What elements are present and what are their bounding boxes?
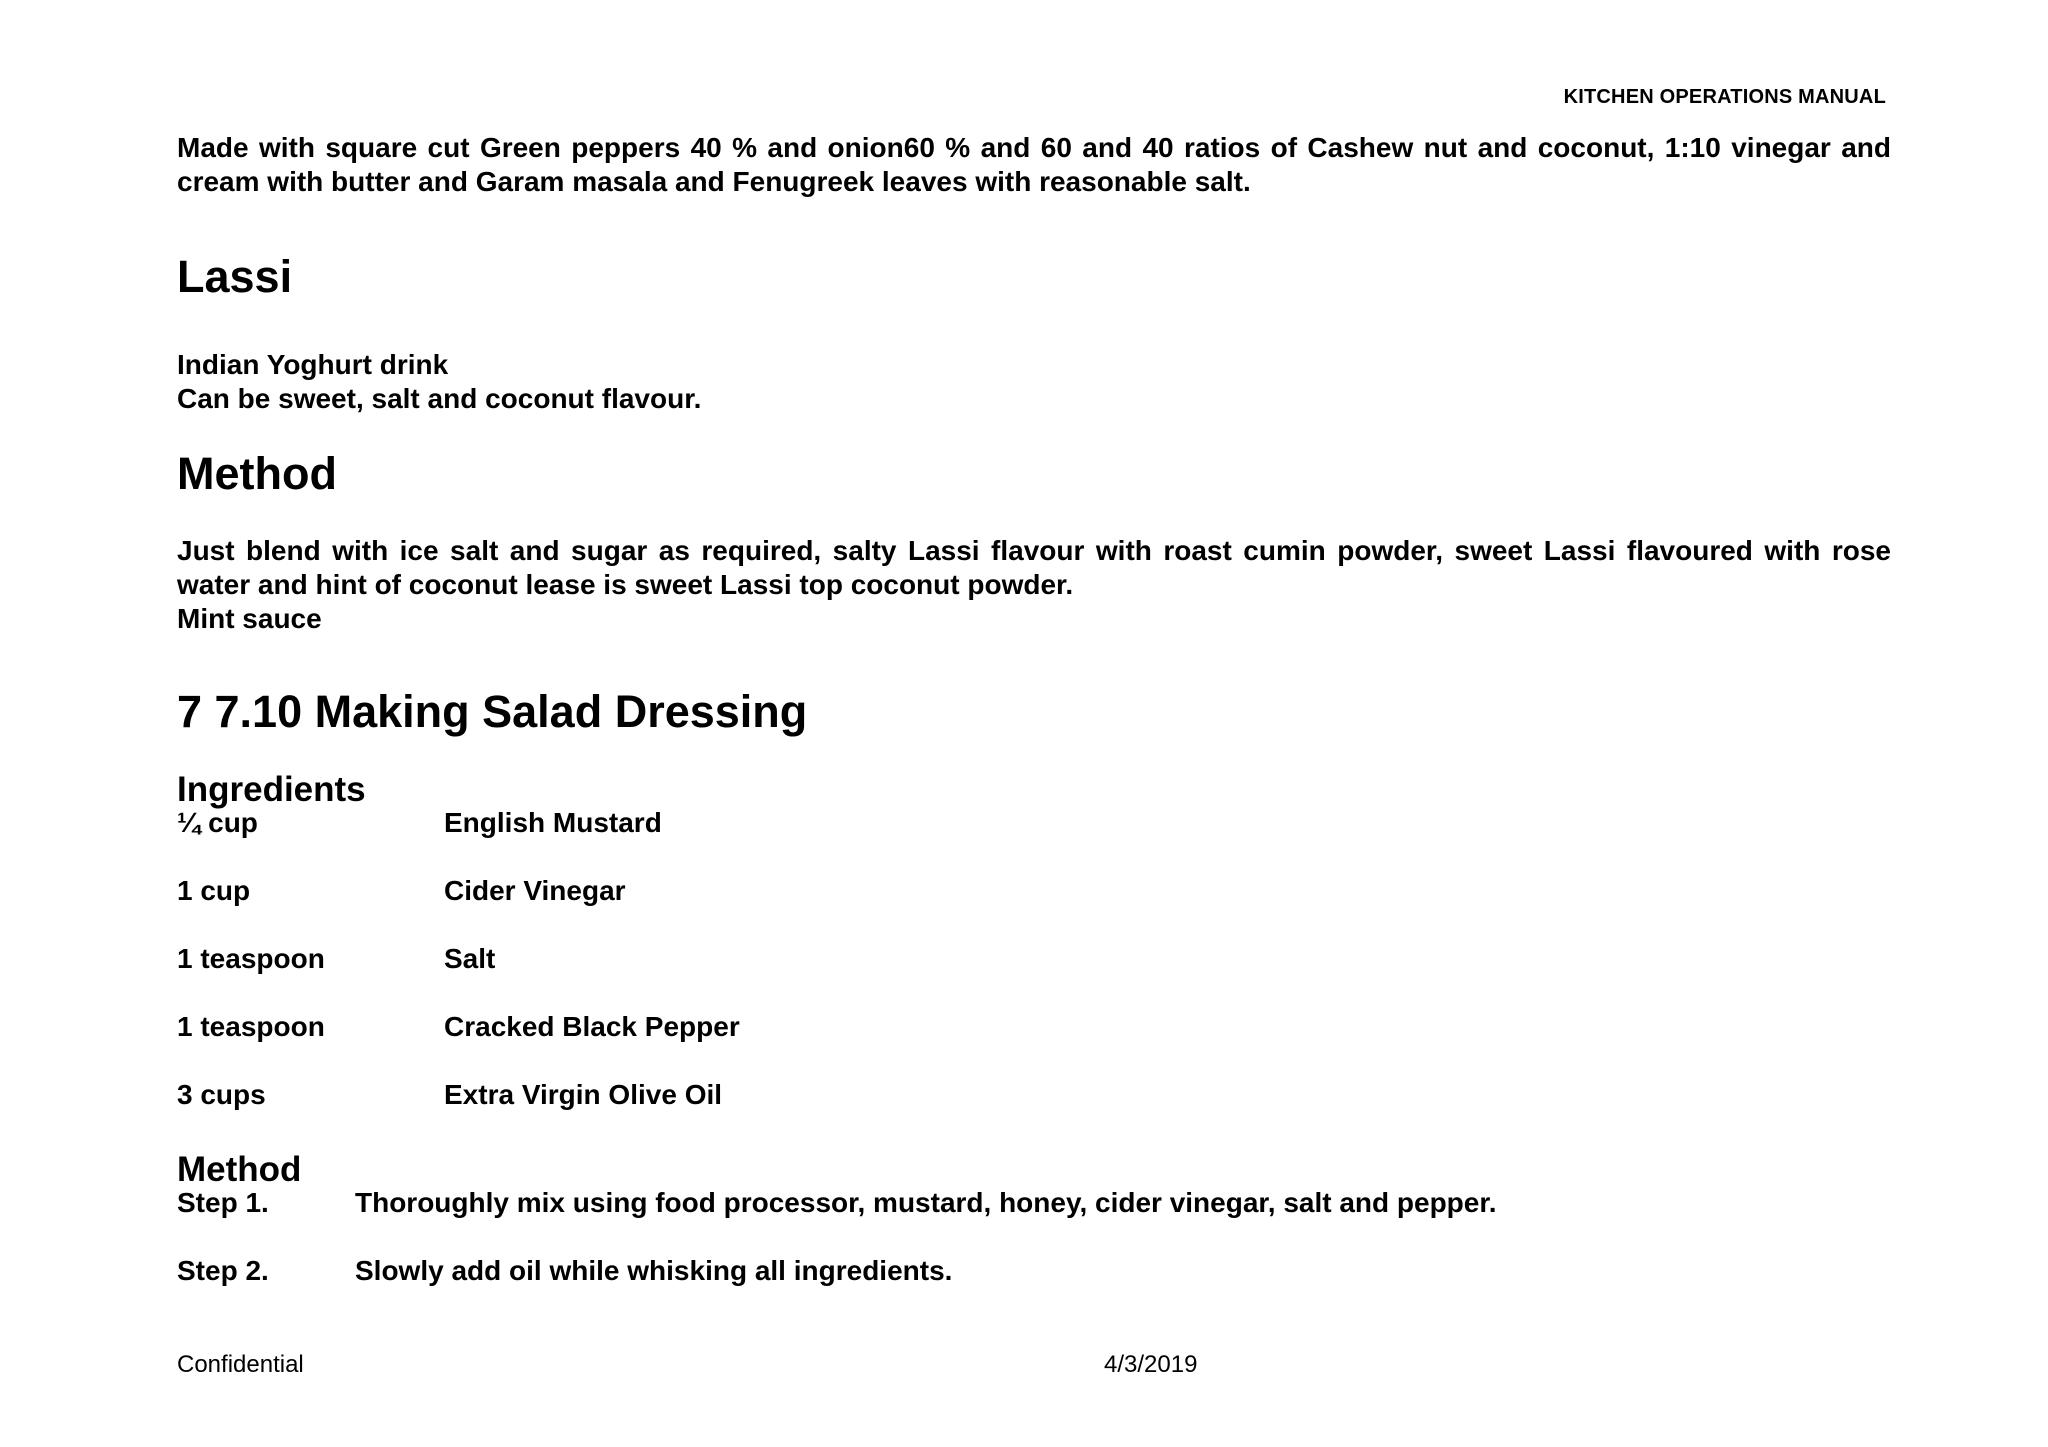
mint-sauce-line: Mint sauce — [177, 603, 322, 634]
ingredient-name: English Mustard — [444, 807, 662, 838]
ingredient-quantity: ¼ cup — [177, 807, 258, 838]
running-header: KITCHEN OPERATIONS MANUAL — [1563, 86, 1886, 108]
lassi-description-line: Indian Yoghurt drink — [177, 349, 449, 380]
lassi-description-line: Can be sweet, salt and coconut flavour. — [177, 383, 702, 414]
ingredient-name: Salt — [444, 943, 496, 974]
footer-confidential: Confidential — [177, 1351, 304, 1378]
ingredient-quantity: 1 teaspoon — [177, 943, 325, 974]
lassi-heading: Lassi — [177, 251, 293, 302]
ingredients-heading: Ingredients — [177, 770, 366, 809]
method-step — [177, 1254, 1877, 1290]
ingredient-quantity: 1 teaspoon — [177, 1011, 325, 1042]
lassi-method-heading: Method — [177, 448, 337, 499]
ingredient-name: Cracked Black Pepper — [444, 1011, 740, 1042]
ingredient-row — [177, 874, 1077, 910]
ingredient-name: Extra Virgin Olive Oil — [444, 1079, 723, 1110]
ingredient-row — [177, 942, 1077, 978]
ingredient-row — [177, 1010, 1077, 1046]
step-label: Step 1. — [177, 1187, 269, 1218]
footer-date: 4/3/2019 — [1104, 1351, 1198, 1378]
method-step — [177, 1186, 1877, 1222]
step-text: Slowly add oil while whisking all ingredients. — [355, 1255, 953, 1286]
ingredient-quantity: 1 cup — [177, 875, 251, 906]
ingredient-quantity: 3 cups — [177, 1079, 266, 1110]
ingredient-name: Cider Vinegar — [444, 875, 626, 906]
lassi-method-paragraph: Just blend with ice salt and sugar as required, salty Lassi flavour with roast cumin powder, sweet Lassi flavoured with rose water and hint of coconut lease is sweet Lassi top coconut powder. — [177, 535, 1891, 600]
intro-paragraph: Made with square cut Green peppers 40 % and onion60 % and 60 and 40 ratios of Cashew nut and coconut, 1:10 vinegar and cream with butter and Garam masala and Fenugreek leaves with reasonable salt. — [177, 132, 1891, 197]
ingredient-row — [177, 806, 1077, 842]
step-text: Thoroughly mix using food processor, mustard, honey, cider vinegar, salt and pepper. — [355, 1187, 1497, 1218]
step-label: Step 2. — [177, 1255, 269, 1286]
ingredient-row — [177, 1078, 1077, 1114]
section-heading-salad-dressing: 7 7.10 Making Salad Dressing — [177, 686, 808, 737]
salad-method-heading: Method — [177, 1150, 302, 1189]
